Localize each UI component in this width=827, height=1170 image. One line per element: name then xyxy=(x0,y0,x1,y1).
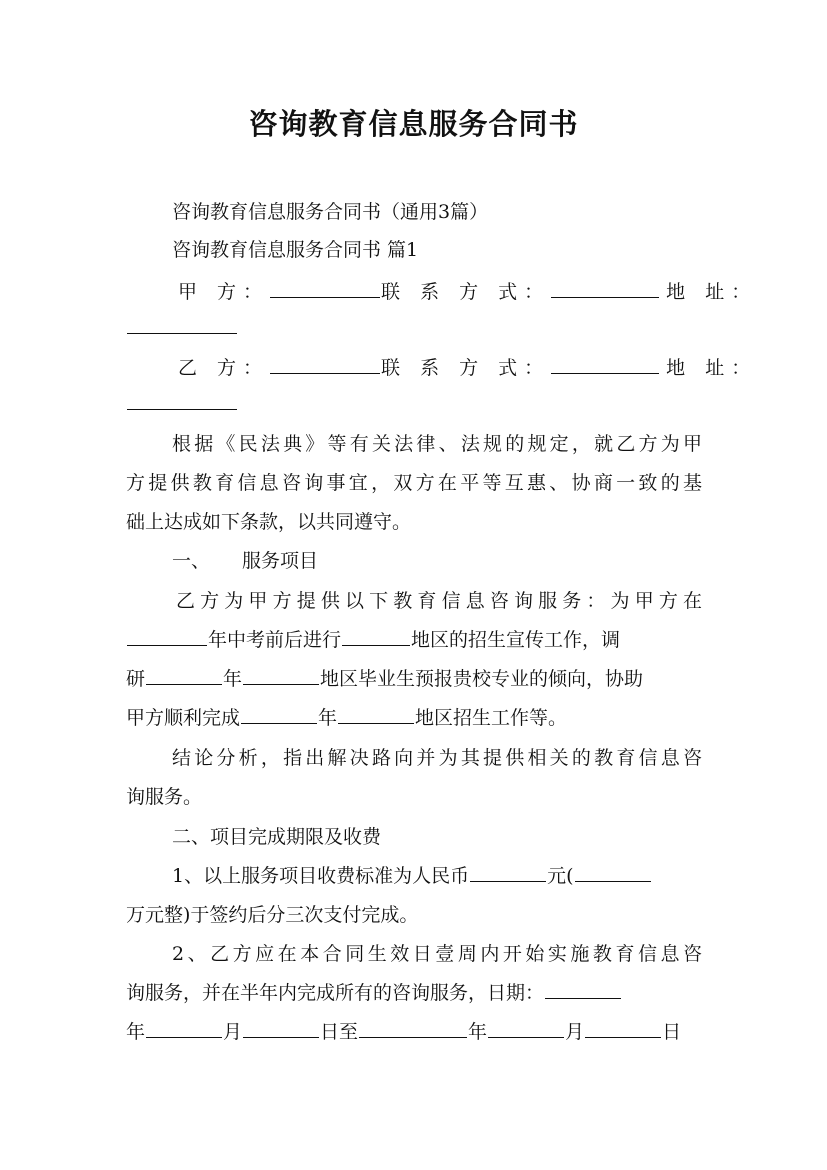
chapter-heading: 咨询教育信息服务合同书 篇1 xyxy=(172,239,419,261)
party-a-label: 甲 方： xyxy=(178,281,270,303)
month-blank-1[interactable] xyxy=(146,1020,222,1038)
service-line-3b: 年 xyxy=(223,668,243,690)
section-1-heading xyxy=(172,549,702,573)
service-line-1: 乙方为甲方提供以下教育信息咨询服务：为甲方在 xyxy=(176,590,702,612)
party-a-address-row xyxy=(126,316,702,340)
clause-1-line-1 xyxy=(172,864,702,888)
intro-line-1: 根据《民法典》等有关法律、法规的规定，就乙方为甲 xyxy=(172,433,702,455)
day-blank-1[interactable] xyxy=(243,1020,319,1038)
clause-1-line-2: 万元整)于签约后分三次支付完成。 xyxy=(126,904,419,926)
date-to: 日至 xyxy=(320,1021,359,1043)
party-b-label: 乙 方： xyxy=(178,357,270,379)
fee-wan-blank[interactable] xyxy=(575,864,651,882)
clause-2-line-2 xyxy=(126,981,702,1005)
year-blank-2[interactable] xyxy=(146,667,222,685)
clause-2-text-a: 询服务，并在半年内完成所有的咨询服务，日期： xyxy=(126,982,545,1004)
year-blank-1[interactable] xyxy=(127,628,207,646)
date-day-2: 日 xyxy=(662,1021,682,1043)
fee-amount-blank[interactable] xyxy=(470,864,546,882)
intro-line-2: 方提供教育信息咨询事宜，双方在平等互惠、协商一致的基 xyxy=(126,472,702,494)
party-b-address-blank[interactable] xyxy=(127,392,237,410)
service-line-2b: 地区的招生宣传工作，调 xyxy=(411,629,621,651)
party-a-contact-label: 联 系 方 式： xyxy=(381,281,551,303)
analysis-line-2: 询服务。 xyxy=(126,786,203,808)
clause-1-text-a: 1、以上服务项目收费标准为人民币 xyxy=(172,865,470,887)
party-a-row xyxy=(178,280,758,304)
day-blank-2[interactable] xyxy=(585,1020,661,1038)
date-year-2: 年 xyxy=(468,1021,488,1043)
region-blank-3[interactable] xyxy=(338,706,414,724)
party-b-contact-label: 联 系 方 式： xyxy=(381,357,551,379)
analysis-line-1: 结论分析，指出解决路向并为其提供相关的教育信息咨 xyxy=(172,747,702,769)
intro-line-3: 础上达成如下条款，以共同遵守。 xyxy=(126,511,412,533)
party-b-name-blank[interactable] xyxy=(270,356,380,374)
year-blank-3[interactable] xyxy=(241,706,317,724)
clause-2-line-1: 2、乙方应在本合同生效日壹周内开始实施教育信息咨 xyxy=(172,943,702,965)
service-line-4a: 甲方顺利完成 xyxy=(126,707,241,729)
region-blank-1[interactable] xyxy=(342,628,410,646)
service-line-3a: 研 xyxy=(126,668,146,690)
clause-2-line-3 xyxy=(126,1020,702,1044)
party-a-address-label: 地 址： xyxy=(666,281,758,303)
service-line-3 xyxy=(126,667,702,691)
page-title: 咨询教育信息服务合同书 xyxy=(248,107,579,141)
clause-1-text-b: 元( xyxy=(547,865,574,887)
section-1-title: 服务项目 xyxy=(242,550,319,572)
party-b-address-label: 地 址： xyxy=(666,357,758,379)
date-month-1: 月 xyxy=(223,1021,243,1043)
date-month-2: 月 xyxy=(565,1021,585,1043)
date-year-1: 年 xyxy=(126,1021,146,1043)
section-1-number: 一、 xyxy=(172,550,211,572)
party-b-contact-blank[interactable] xyxy=(551,356,659,374)
party-a-name-blank[interactable] xyxy=(270,280,380,298)
party-b-address-row xyxy=(126,392,702,416)
subtitle: 咨询教育信息服务合同书（通用3篇） xyxy=(172,201,489,223)
party-b-row xyxy=(178,356,758,380)
service-line-2a: 年中考前后进行 xyxy=(208,629,342,651)
party-a-contact-blank[interactable] xyxy=(551,280,659,298)
service-line-2 xyxy=(126,628,702,652)
party-a-address-blank[interactable] xyxy=(127,316,237,334)
service-line-3c: 地区毕业生预报贵校专业的倾向，协助 xyxy=(320,668,644,690)
region-blank-2[interactable] xyxy=(243,667,319,685)
year-blank-end[interactable] xyxy=(359,1020,467,1038)
service-line-4 xyxy=(126,706,702,730)
section-2-heading: 二、项目完成期限及收费 xyxy=(172,826,382,848)
service-line-4c: 地区招生工作等。 xyxy=(415,707,568,729)
month-blank-2[interactable] xyxy=(488,1020,564,1038)
service-line-4b: 年 xyxy=(318,707,338,729)
date-start-blank[interactable] xyxy=(545,981,621,999)
